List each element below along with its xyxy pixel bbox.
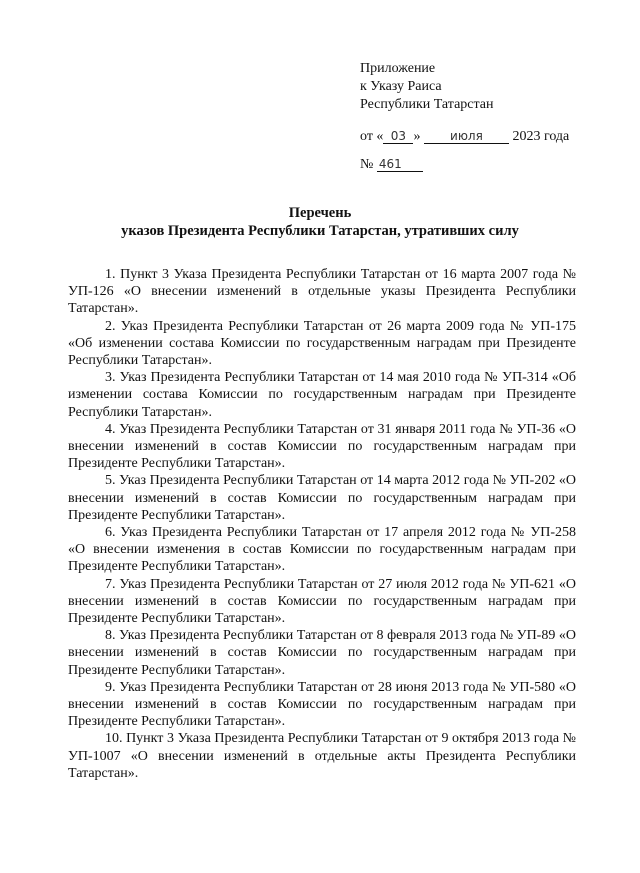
list-item: 1. Пункт 3 Указа Президента Республики Татарстан от 16 марта 2007 года № УП-126 «О внесении изменений в отдельные указы Президента Республики Татарстан». xyxy=(68,267,576,317)
decree-list xyxy=(68,266,576,782)
list-item: 4. Указ Президента Республики Татарстан от 31 января 2011 года № УП-36 «О внесении изменений в состав Комиссии по государственным наградам при Президенте Республики Татарстан». xyxy=(68,421,576,472)
appendix-header xyxy=(360,60,569,174)
appendix-line-1: Приложение xyxy=(360,61,436,76)
list-item: 2. Указ Президента Республики Татарстан от 26 марта 2009 года № УП-175 «Об изменении состава Комиссии по государственным наградам при Президенте Республики Татарстан». xyxy=(68,318,576,369)
list-item: 3. Указ Президента Республики Татарстан от 14 мая 2010 года № УП-314 «Об изменении состава Комиссии по государственным наградам при Президенте Республики Татарстан». xyxy=(68,370,576,420)
appendix-line-2: к Указу Раиса xyxy=(360,79,442,94)
list-item: 8. Указ Президента Республики Татарстан от 8 февраля 2013 года № УП-89 «О внесении изменений в состав Комиссии по государственным наградам при Президенте Республики Татарстан». xyxy=(68,628,576,678)
list-item: 5. Указ Президента Республики Татарстан от 14 марта 2012 года № УП-202 «О внесении изменений в состав Комиссии по государственным наградам при Президенте Республики Татарстан». xyxy=(68,473,576,523)
list-item: 9. Указ Президента Республики Татарстан от 28 июня 2013 года № УП-580 «О внесении изменений в состав Комиссии по государственным наградам при Президенте Республики Татарстан». xyxy=(68,679,576,730)
date-mid: » xyxy=(413,129,421,144)
appendix-number xyxy=(360,156,569,174)
date-day: 03 xyxy=(383,129,413,144)
title-line-1: Перечень xyxy=(288,205,352,221)
date-month: июля xyxy=(424,129,509,144)
title-line-2: указов Президента Республики Татарстан, утративших силу xyxy=(121,223,519,239)
list-item: 6. Указ Президента Республики Татарстан от 17 апреля 2012 года № УП-258 «О внесении изменения в состав Комиссии по государственным наградам при Президенте Республики Татарстан». xyxy=(68,525,576,575)
date-prefix: от « xyxy=(360,129,384,144)
list-item: 10. Пункт 3 Указа Президента Республики Татарстан от 9 октября 2013 года № УП-1007 «О внесении изменений в отдельные акты Президента Республики Татарстан». xyxy=(68,731,576,781)
number-value: 461 xyxy=(377,157,423,172)
date-year: 2023 года xyxy=(512,129,570,144)
number-prefix: № xyxy=(360,157,374,172)
appendix-date xyxy=(360,128,569,146)
list-item: 7. Указ Президента Республики Татарстан от 27 июля 2012 года № УП-621 «О внесении изменений в состав Комиссии по государственным наградам при Президенте Республики Татарстан». xyxy=(68,576,576,627)
document-title xyxy=(0,204,640,240)
appendix-line-3: Республики Татарстан xyxy=(360,97,494,112)
